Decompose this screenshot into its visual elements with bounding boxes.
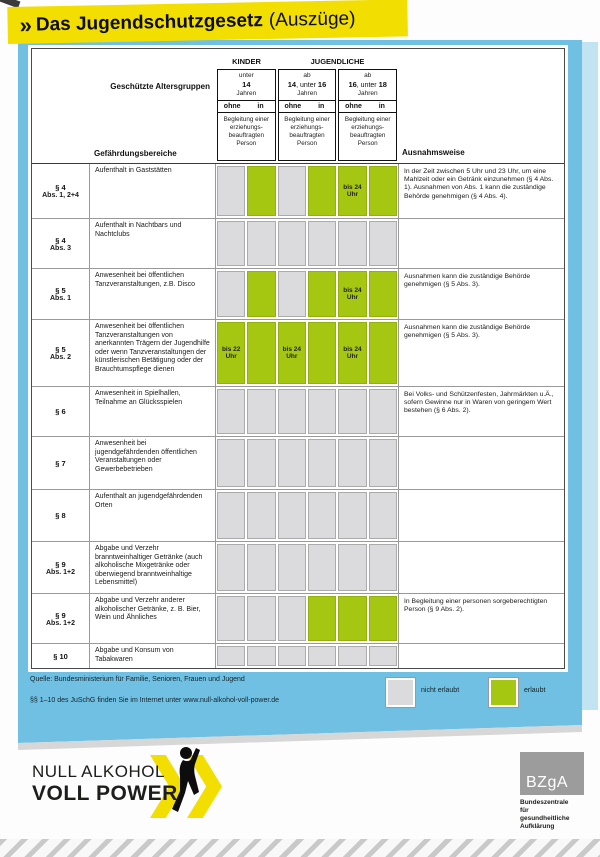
not-allowed-cell bbox=[278, 646, 306, 666]
age-column-under-14 bbox=[217, 69, 276, 161]
age-mid: , unter bbox=[356, 82, 379, 89]
gefaehrdungsbereiche-label: Gefährdungsbereiche bbox=[94, 149, 177, 158]
exception-text: In Begleitung einer personen sorgeberechtigten Person (§ 9 Abs. 2). bbox=[398, 594, 564, 643]
table-row bbox=[32, 541, 564, 593]
internet-line: §§ 1–10 des JuSchG finden Sie im Internet unter www.null-alkohol-voll-power.de bbox=[30, 697, 280, 704]
bzga-subtitle-line: für bbox=[520, 807, 529, 814]
hazard-description: Anwesenheit in Spielhallen, Teilnahme an Glücksspielen bbox=[90, 387, 216, 436]
not-allowed-cell bbox=[278, 439, 306, 487]
age-number: 16 bbox=[348, 80, 357, 89]
allowed-cell bbox=[308, 166, 336, 216]
paragraph-label bbox=[32, 219, 90, 268]
begleitung-line: beauftragten bbox=[289, 132, 325, 139]
table-row bbox=[32, 489, 564, 541]
legend-swatch-allowed bbox=[489, 678, 518, 707]
age-mid: , unter bbox=[296, 82, 318, 89]
not-allowed-cell bbox=[338, 389, 366, 434]
bzga-subtitle-line: Bundeszentrale bbox=[520, 799, 569, 806]
not-allowed-cell bbox=[247, 439, 275, 487]
not-allowed-cell bbox=[278, 492, 306, 539]
ohne-label: ohne bbox=[345, 103, 362, 110]
exception-text: Bei Volks- und Schützenfesten, Jahrmärkten u.Ä., sofern Gewinne nur in Waren von geringem Wert bestehen (§ 6 Abs. 2). bbox=[398, 387, 564, 436]
exception-text bbox=[398, 644, 564, 668]
table-header bbox=[32, 49, 564, 164]
ohne-in-row bbox=[339, 101, 396, 113]
begleitung-line: erziehungs- bbox=[290, 124, 324, 131]
not-allowed-cell bbox=[308, 646, 336, 666]
paragraph-absatz: Abs. 1+2 bbox=[46, 619, 75, 627]
allowed-cell bbox=[247, 322, 275, 384]
permission-cells bbox=[216, 164, 398, 218]
not-allowed-cell bbox=[217, 221, 245, 266]
age-number: 14 bbox=[287, 80, 297, 89]
allowed-cell bbox=[247, 271, 275, 317]
table-body bbox=[32, 164, 564, 668]
age-range bbox=[218, 70, 275, 101]
begleitung-line: Person bbox=[297, 140, 317, 147]
paragraph-number: § 4 bbox=[55, 235, 66, 245]
age-line3: Jahren bbox=[236, 90, 257, 97]
not-allowed-cell bbox=[369, 439, 397, 487]
bzga-subtitle-line: gesundheitliche bbox=[520, 815, 570, 822]
allowed-cell: bis 22 Uhr bbox=[217, 322, 245, 384]
not-allowed-cell bbox=[369, 389, 397, 434]
bzga-subtitle bbox=[520, 799, 569, 831]
paragraph-number: § 10 bbox=[53, 651, 68, 661]
hazard-description: Aufenthalt in Nachtbars und Nachtclubs bbox=[90, 219, 216, 268]
allowed-cell bbox=[369, 271, 397, 317]
paragraph-label bbox=[32, 490, 90, 541]
group-label-kinder: KINDER bbox=[232, 57, 261, 66]
permission-cells bbox=[216, 644, 398, 668]
not-allowed-cell bbox=[338, 439, 366, 487]
ohne-in-row bbox=[218, 101, 275, 113]
begleitung-line: Person bbox=[236, 140, 257, 147]
not-allowed-cell bbox=[217, 492, 245, 539]
age-line2 bbox=[279, 80, 336, 90]
not-allowed-cell bbox=[278, 271, 306, 317]
table-frame bbox=[31, 48, 565, 669]
age-line1: ab bbox=[364, 72, 372, 79]
begleitung-line: erziehungs- bbox=[229, 124, 263, 131]
jumping-figure-icon bbox=[165, 744, 207, 824]
begleitung-line: beauftragten bbox=[228, 132, 265, 139]
not-allowed-cell bbox=[278, 596, 306, 641]
permission-cells bbox=[216, 320, 398, 386]
age-line2 bbox=[218, 80, 275, 90]
table-row bbox=[32, 643, 564, 668]
begleitung-note bbox=[279, 113, 336, 160]
table-row bbox=[32, 386, 564, 436]
table-row bbox=[32, 164, 564, 218]
table-row bbox=[32, 436, 564, 489]
hazard-description: Abgabe und Konsum von Tabakwaren bbox=[90, 644, 216, 668]
table-row bbox=[32, 218, 564, 268]
ohne-in-row bbox=[279, 101, 336, 113]
allowed-cell bbox=[369, 596, 397, 641]
in-label: in bbox=[318, 103, 325, 110]
allowed-cell bbox=[308, 322, 336, 384]
bzga-logo bbox=[520, 752, 584, 795]
allowed-cell: bis 24 Uhr bbox=[278, 322, 306, 384]
exception-text bbox=[398, 219, 564, 268]
not-allowed-cell bbox=[338, 492, 366, 539]
exception-text bbox=[398, 437, 564, 489]
allowed-cell bbox=[369, 166, 397, 216]
begleitung-line: Begleitung einer bbox=[223, 116, 270, 123]
table-row bbox=[32, 319, 564, 386]
begleitung-line: Person bbox=[357, 140, 378, 147]
paragraph-number: § 4 bbox=[55, 183, 66, 192]
table-row bbox=[32, 593, 564, 643]
not-allowed-cell bbox=[308, 221, 336, 266]
not-allowed-cell bbox=[338, 646, 366, 666]
age-number: 14 bbox=[242, 80, 251, 89]
not-allowed-cell bbox=[217, 646, 245, 666]
paragraph-absatz: Abs. 2 bbox=[49, 354, 71, 361]
legend-label-allowed: erlaubt bbox=[524, 687, 546, 694]
paragraph-number: § 5 bbox=[55, 345, 66, 354]
paragraph-number: § 8 bbox=[55, 511, 66, 520]
allowed-cell: bis 24 Uhr bbox=[338, 166, 366, 216]
not-allowed-cell bbox=[278, 389, 306, 434]
not-allowed-cell bbox=[369, 221, 397, 266]
begleitung-note bbox=[339, 113, 396, 160]
begleitung-line: erziehungs- bbox=[351, 124, 385, 131]
age-line3: Jahren bbox=[297, 90, 317, 97]
not-allowed-cell bbox=[308, 389, 336, 434]
page-title: Das Jugendschutzgesetz bbox=[35, 9, 264, 35]
exception-text bbox=[398, 542, 564, 593]
in-label: in bbox=[378, 103, 385, 110]
paragraph-label bbox=[32, 320, 90, 386]
paragraph-number: § 5 bbox=[55, 286, 66, 295]
title-banner bbox=[7, 0, 408, 44]
not-allowed-cell bbox=[338, 544, 366, 591]
exception-text: In der Zeit zwischen 5 Uhr und 23 Uhr, um eine Mahlzeit oder ein Getränk einzunehmen (§ 4 Abs. 1). Ausnahmen von Abs. 1 kann die zuständige Behörde genehmigen (§ 4 Abs. 4). bbox=[398, 164, 564, 218]
hazard-description: Abgabe und Verzehr anderer alkoholischer Getränke, z. B. Bier, Wein und Ähnliches bbox=[90, 594, 216, 643]
age-range bbox=[279, 70, 336, 101]
campaign-logo bbox=[32, 762, 178, 805]
paragraph-absatz: Abs. 1 bbox=[49, 295, 71, 302]
not-allowed-cell bbox=[217, 544, 245, 591]
altersgruppen-label: Geschützte Altersgruppen bbox=[110, 82, 210, 91]
campaign-line1: NULL ALKOHOL bbox=[32, 762, 165, 781]
age-line3: Jahren bbox=[357, 90, 378, 97]
source-line: Quelle: Bundesministerium für Familie, Senioren, Frauen und Jugend bbox=[30, 676, 245, 683]
legend-swatch-not-allowed bbox=[386, 678, 415, 707]
paragraph-label bbox=[32, 387, 90, 436]
ausnahmsweise-label: Ausnahmsweise bbox=[402, 148, 465, 157]
in-label: in bbox=[257, 103, 264, 110]
exception-text: Ausnahmen kann die zuständige Behörde genehmigen (§ 5 Abs. 3). bbox=[398, 320, 564, 386]
age-line1: ab bbox=[303, 72, 311, 79]
not-allowed-cell bbox=[247, 596, 275, 641]
hazard-description: Anwesenheit bei öffentlichen Tanzveranstaltungen von anerkannten Trägern der Jugendhilfe oder wenn Tanzveranstaltungen der künstlerischen Betätigung oder der Brauchtumspflege dienen bbox=[90, 320, 216, 386]
not-allowed-cell bbox=[369, 492, 397, 539]
age-line2 bbox=[339, 80, 396, 90]
law-table bbox=[28, 45, 568, 672]
not-allowed-cell bbox=[217, 596, 245, 641]
bottom-hatch-strip bbox=[0, 839, 600, 857]
exception-text: Ausnahmen kann die zuständige Behörde genehmigen (§ 5 Abs. 3). bbox=[398, 269, 564, 319]
not-allowed-cell bbox=[308, 544, 336, 591]
paragraph-number: § 9 bbox=[55, 610, 66, 620]
allowed-cell: bis 24 Uhr bbox=[338, 271, 366, 317]
paragraph-number: § 7 bbox=[55, 458, 66, 468]
table-row bbox=[32, 268, 564, 319]
begleitung-note bbox=[218, 113, 275, 160]
paragraph-label bbox=[32, 594, 90, 643]
campaign-line2: VOLL POWER bbox=[32, 782, 178, 805]
permission-cells bbox=[216, 437, 398, 489]
paragraph-label bbox=[32, 437, 90, 489]
begleitung-line: Begleitung einer bbox=[344, 116, 391, 123]
allowed-cell bbox=[369, 322, 397, 384]
hazard-description: Aufenthalt an jugendgefährdenden Orten bbox=[90, 490, 216, 541]
not-allowed-cell bbox=[247, 221, 275, 266]
age-range bbox=[339, 70, 396, 101]
paragraph-number: § 6 bbox=[55, 407, 66, 416]
not-allowed-cell bbox=[369, 646, 397, 666]
allowed-cell bbox=[338, 596, 366, 641]
not-allowed-cell bbox=[338, 221, 366, 266]
paragraph-number: § 9 bbox=[55, 559, 66, 569]
paragraph-label bbox=[32, 542, 90, 593]
not-allowed-cell bbox=[278, 544, 306, 591]
permission-cells bbox=[216, 219, 398, 268]
bzga-logo-text: BZgA bbox=[526, 774, 569, 791]
allowed-cell bbox=[308, 596, 336, 641]
age-line1: unter bbox=[238, 72, 254, 79]
page-edge-strip bbox=[582, 42, 598, 710]
hazard-description: Aufenthalt in Gaststätten bbox=[90, 164, 216, 218]
begleitung-line: Begleitung einer bbox=[284, 116, 330, 123]
hazard-description: Abgabe und Verzehr branntweinhaltiger Getränke (auch alkoholische Mixgetränke oder überwiegend branntweinhaltige Lebensmittel) bbox=[90, 542, 216, 593]
not-allowed-cell bbox=[278, 221, 306, 266]
ohne-label: ohne bbox=[223, 103, 241, 110]
paragraph-absatz: Abs. 3 bbox=[49, 244, 71, 252]
exception-text bbox=[398, 490, 564, 541]
not-allowed-cell bbox=[217, 389, 245, 434]
not-allowed-cell bbox=[247, 492, 275, 539]
ohne-label: ohne bbox=[284, 103, 302, 110]
hazard-description: Anwesenheit bei öffentlichen Tanzveranstaltungen, z.B. Disco bbox=[90, 269, 216, 319]
allowed-cell: bis 24 Uhr bbox=[338, 322, 366, 384]
age-column-boxes bbox=[216, 69, 398, 161]
paragraph-absatz: Abs. 1+2 bbox=[46, 568, 75, 576]
age-column-14-16 bbox=[278, 69, 337, 161]
not-allowed-cell bbox=[369, 544, 397, 591]
paragraph-absatz: Abs. 1, 2+4 bbox=[42, 192, 79, 199]
permission-cells bbox=[216, 542, 398, 593]
not-allowed-cell bbox=[217, 166, 245, 216]
not-allowed-cell bbox=[308, 492, 336, 539]
permission-cells bbox=[216, 490, 398, 541]
not-allowed-cell bbox=[247, 646, 275, 666]
age-column-16-18 bbox=[338, 69, 397, 161]
double-chevron-icon: » bbox=[19, 12, 31, 38]
group-label-jugendliche: JUGENDLICHE bbox=[310, 57, 365, 66]
paragraph-label bbox=[32, 164, 90, 218]
permission-cells bbox=[216, 269, 398, 319]
not-allowed-cell bbox=[247, 544, 275, 591]
allowed-cell bbox=[308, 271, 336, 317]
page-title-suffix: (Auszüge) bbox=[268, 7, 356, 31]
paragraph-label bbox=[32, 644, 90, 668]
begleitung-line: beauftragten bbox=[349, 132, 386, 139]
permission-cells bbox=[216, 594, 398, 643]
age-number2: 18 bbox=[378, 80, 387, 89]
hazard-description: Anwesenheit bei jugendgefährdenden öffentlichen Veranstaltungen oder Gewerbebetrieben bbox=[90, 437, 216, 489]
paragraph-label bbox=[32, 269, 90, 319]
age-number2: 16 bbox=[317, 80, 327, 89]
allowed-cell bbox=[247, 166, 275, 216]
not-allowed-cell bbox=[217, 439, 245, 487]
permission-cells bbox=[216, 387, 398, 436]
legend-label-not-allowed: nicht erlaubt bbox=[421, 687, 460, 694]
not-allowed-cell bbox=[217, 271, 245, 317]
not-allowed-cell bbox=[278, 166, 306, 216]
not-allowed-cell bbox=[308, 439, 336, 487]
not-allowed-cell bbox=[247, 389, 275, 434]
bzga-subtitle-line: Aufklärung bbox=[520, 823, 555, 830]
